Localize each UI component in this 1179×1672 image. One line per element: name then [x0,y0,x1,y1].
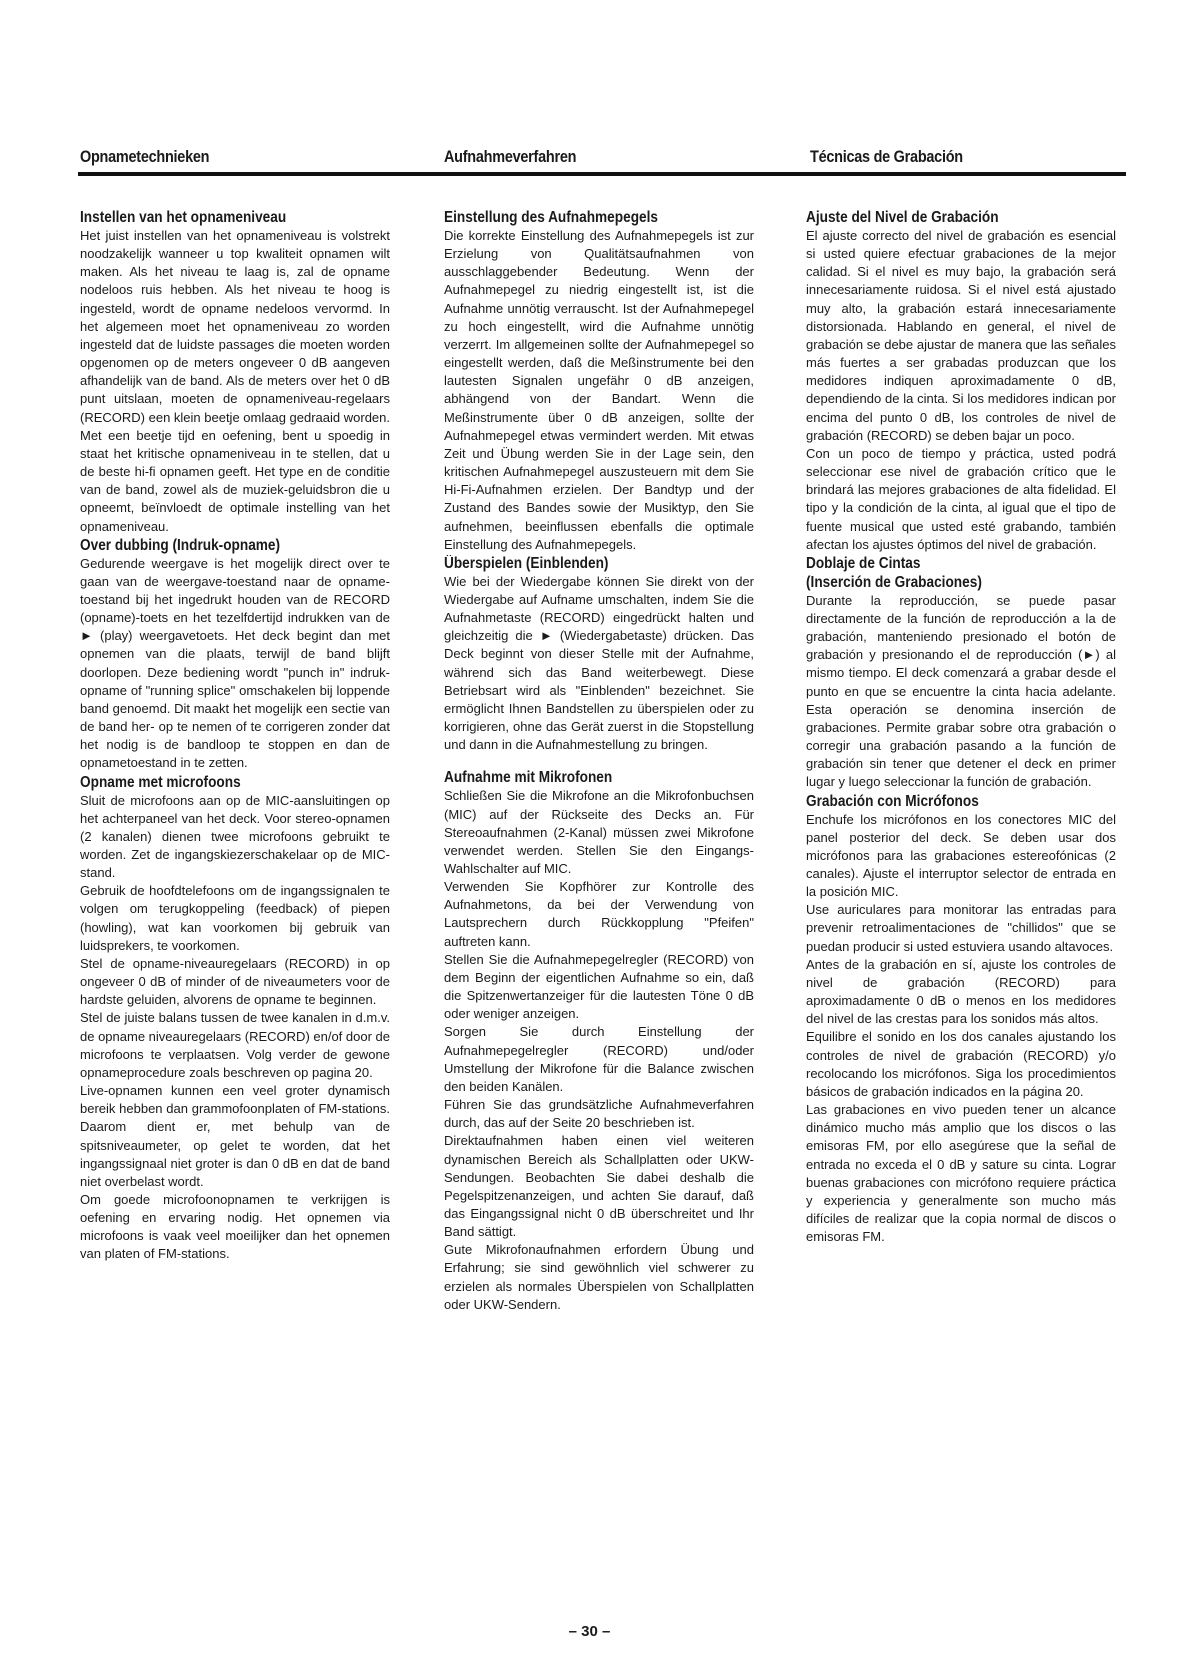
section-title: Over dubbing (Indruk-opname) [80,536,281,554]
paragraph: Gebruik de hoofdtelefoons om de ingangssignalen te volgen om terugkoppeling (feedback) of piepen (howling), wat kan voorkomen bij gebruik van luidsprekers, te voorkomen. [80,883,390,953]
paragraph: Stel de juiste balans tussen de twee kanalen in d.m.v. de opname niveauregelaars (RECORD) en/of door de microfoons te verplaatsen. Volg verder de gewone opnameprocedure zoals beschreven op pagina 20. [80,1010,391,1080]
paragraph: Gedurende weergave is het mogelijk direct over te gaan van de weergave-toestand naar de opname-toestand bij het ingedrukt houden van de RECORD (opname)-toets en het tezelfdertijd indrukken van de ► (play) weergavetoets. Het deck begint dan met opnemen van die plaats, terwijl de band blijft doorlopen. Deze bediening wordt "punch in" indruk-opname of "running splice" omschakelen bij loppende band genoemd. Dit maakt het mogelijk een sectie van de band her- op te nemen of te corrigeren zonder dat het nodig is de bandloop te stoppen en dan de opnametoestand in te zetten. [80,555,390,771]
column-german [444,208,754,1314]
paragraph: Wie bei der Wiedergabe können Sie direkt von der Wiedergabe auf Aufname umschalten, indem Sie die Aufnahmetaste (RECORD) eingedrückt halten und gleichzeitig die ► (Wiedergabetaste) drücken. Das Deck beginnt von dieser Stelle mit der Aufnahme, während sich das Band weiterbewegt. Diese Betriebsart wird als "Einblenden" bezeichnet. Sie ermöglicht Ihnen Bandstellen zu überspielen oder zu korrigieren, ohne das Gerät zuerst in die Stopstellung und dann in die Aufnahmestellung zu bringen. [444,573,754,753]
section-title: Doblaje de Cintas [806,554,921,572]
paragraph: Con un poco de tiempo y práctica, usted podrá seleccionar ese nivel de grabación crítico que le brindará las mejores grabaciones de alta fidelidad. El tipo y la condición de la cinta, al igual que el tipo de fuente musical que usted esté grabando, también afectan los ajustes óptimos del nivel de grabación. [806,445,1116,552]
paragraph: Gute Mikrofonaufnahmen erfordern Übung und Erfahrung; sie sind gewöhnlich viel schwerer zu erzielen als normales Überspielen von Schallplatten oder UKW-Sendern. [444,1242,754,1312]
paragraph: Verwenden Sie Kopfhörer zur Kontrolle des Aufnahmetons, da bei der Verwendung von Lautsprechern durch Rückkopplung "Pfeifen" auftreten kann. [444,879,754,949]
paragraph: Führen Sie das grundsätzliche Aufnahmeverfahren durch, das auf der Seite 20 beschrieben ist. [444,1097,754,1131]
paragraph: Antes de la grabación en sí, ajuste los controles de nivel de grabación (RECORD) para aproximadamente 0 dB o menos en los medidores del nivel de las crestas para los sonidos más altos. [806,956,1116,1027]
paragraph: Sorgen Sie durch Einstellung der Aufnahmepegelregler (RECORD) und/oder Umstellung der Mikrofone für die Balance zwischen den beiden Kanälen. [444,1024,754,1094]
section-title: Aufnahme mit Mikrofonen [444,769,613,787]
section-title: Ajuste del Nivel de Grabación [806,209,999,226]
section-title: Grabación con Micrófonos [806,792,979,810]
paragraph: Stel de opname-niveauregelaars (RECORD) in op ongeveer 0 dB of minder of de niveaumeters voor de hardste geluiden, alvorens de opname te beginnen. [80,955,390,1008]
paragraph: Las grabaciones en vivo pueden tener un alcance dinámico mucho más amplio que los discos o las emisoras FM, por ello asegúrese que la señal de entrada no exceda el 0 dB y sature su cinta. Lograr buenas grabaciones con micrófono requiere práctica y experiencia y generalmente son mucho más difíciles de realizar que la copia normal de discos o emisoras FM. [806,1102,1116,1245]
paragraph: Equilibre el sonido en los dos canales ajustando los controles de nivel de grabación (RECORD) y/o recolocando los micrófonos. Siga los procedimientos básicos de grabación indicados en la página 20. [806,1029,1116,1099]
paragraph: Sluit de microfoons aan op de MIC-aansluitingen op het achterpaneel van het deck. Voor stereo-opnamen (2 kanalen) dienen twee microfoons gebruikt te worden. Zet de ingangskiezerschakelaar op de MIC-stand. [80,792,390,881]
paragraph: Het juist instellen van het opnameniveau is volstrekt noodzakelijk wanneer u top kwaliteit opnamen wilt maken. Als het niveau te laag is, zal de opname nodeloos ruis hebben. Als het niveau te hoog is ingesteld, wordt de opname nedeloos vervormd. In het algemeen moet het opnameniveau zo worden ingesteld dat de luidste passages die moeten worden opgenomen op de meters ongeveer 0 dB aangeven afhandelijk van de band. Als de meters over het 0 dB punt uitslaan, moeten de opnameniveau-regelaars (RECORD) een klein beetje omlaag gedraaid worden. Met een beetje tijd en oefening, bent u spoedig in staat het kritische opnameniveau in te stellen, dat u de beste hi-fi opnamen geeft. Het type en de conditie van de band, zowel als de muziek-geluidsbron die u opneemt, beïnvloedt de optimale instelling van het opnameniveau. [80,228,390,534]
page-number: – 30 – [568,1623,611,1640]
section-title: Einstellung des Aufnahmepegels [444,209,658,226]
section-title: Opname met microfoons [80,773,241,791]
paragraph: Schließen Sie die Mikrofone an die Mikrofonbuchsen (MIC) auf der Rückseite des Decks an. Für Stereoaufnahmen (2-Kanal) müssen zwei Mikrofone verwendet werden. Stellen Sie den Eingangs-Wahlschalter auf MIC. [444,788,754,876]
column-dutch [80,208,390,1264]
section-title: Instellen van het opnameniveau [80,209,287,226]
section-title: (Inserción de Grabaciones) [806,573,982,591]
header-rule [78,172,1126,176]
header-title-dutch: Opnametechnieken [80,147,210,166]
paragraph: Direktaufnahmen haben einen viel weiteren dynamischen Bereich als Schallplatten oder UKW-Sendungen. Beobachten Sie dabei deshalb die Pegelspitzenanzeigen, und achten Sie darauf, daß das Eingangssignal nicht 0 dB überschreitet und Ihr Band sättigt. [444,1133,754,1240]
column-spanish [806,208,1116,1246]
paragraph: Durante la reproducción, se puede pasar directamente de la función de reproducción a la de grabación, manteniendo presionado el botón de grabación y presionando el de reproducción (►) al mismo tiempo. El deck comenzará a grabar desde el punto en que se encuentre la cinta hacia adelante. Esta operación se denomina inserción de grabaciones. Permite grabar sobre otra grabación o corregir una grabación pasando a la función de grabación sin tener que detener el deck en primer lugar y luego seleccionar la función de grabación. [806,592,1116,790]
header-title-spanish: Técnicas de Grabación [810,147,963,166]
header-title-german: Aufnahmeverfahren [444,147,577,166]
spacer [444,754,754,768]
paragraph: Live-opnamen kunnen een veel groter dynamisch bereik hebben dan grammofoonplaten of FM-stations. Daarom dient er, met behulp van de spitsniveaumeter, op gelet te worden, dat het ingangssignaal niet groter is dan 0 dB en dat de band niet overbelast wordt. [80,1083,390,1189]
paragraph: Stellen Sie die Aufnahmepegelregler (RECORD) von dem Beginn der eigentlichen Aufnahme so ein, daß die Spitzenwertanzeiger für die lautesten Töne 0 dB oder weniger anzeigen. [444,951,754,1022]
paragraph: Die korrekte Einstellung des Aufnahmepegels ist zur Erzielung von Qualitätsaufnahmen von ausschlaggebender Bedeutung. Wenn der Aufnahmepegel zu niedrig eingestellt ist, ist die Aufnahme unnötig verrauscht. Ist der Aufnahmepegel zu hoch eingestellt, wird die Aufnahme unnötig verzerrt. Im allgemeinen sollte der Aufnahmepegel so eingestellt werden, daß die Meßinstrumente bei den lautesten Signalen ungefähr 0 dB anzeigen, abhängend von der Bandart. Wenn die Meßinstrumente über 0 dB anzeigen, sollte der Aufnahmepegel etwas vermindert werden. Mit etwas Zeit und Übung werden Sie in der Lage sein, den kritischen Aufnahmepegel auszusteuern mit dem Sie Hi-Fi-Aufnahmen erzielen. Der Bandtyp und der Zustand des Bandes sowie der Musiktyp, den Sie aufnehmen, beeinflussen ebenfalls die optimale Einstellung des Aufnahmepegels. [444,228,754,552]
paragraph: Om goede microfoonopnamen te verkrijgen is oefening en ervaring nodig. Het opnemen via microfoons is vaak veel moeilijker dan het opnemen van platen of FM-stations. [80,1191,390,1262]
paragraph: Enchufe los micrófonos en los conectores MIC del panel posterior del deck. Se deben usar dos micrófonos para las grabaciones estereofónicas (2 canales). Ajuste el interruptor selector de entrada en la posición MIC. [806,811,1116,900]
paragraph: El ajuste correcto del nivel de grabación es esencial si usted quiere efectuar grabaciones de la mejor calidad. Si el nivel es muy bajo, la grabación será innecesariamente ruidosa. Si el nivel está ajustado muy alto, la grabación estará innecesariamente distorsionada. Hablando en general, el nivel de grabación se debe ajustar de manera que las señales más fuertes a ser grabadas produzcan que los medidores indiquen aproximadamente 0 dB, dependiendo de la cinta. Si los medidores indican por encima del punto 0 dB, los controles de nivel de grabación (RECORD) se deben bajar un poco. [806,228,1116,443]
section-title: Überspielen (Einblenden) [444,554,609,572]
paragraph: Use auriculares para monitorar las entradas para prevenir retroalimentaciones de "chillidos" que se puedan producir si usted estuviera usando altavoces. [806,902,1116,954]
